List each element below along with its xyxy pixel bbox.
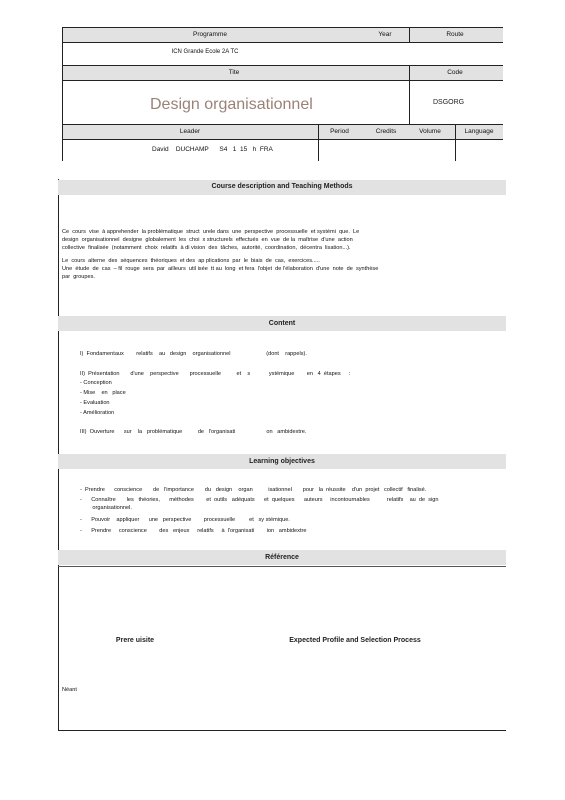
programme-label: Programme bbox=[193, 31, 227, 38]
expected-profile-heading: Expected Profile and Selection Process bbox=[289, 637, 421, 644]
description-line: Ce cours vise à apprehender la problématique struct urele dans une perspective processuelle et systémi que. Le bbox=[62, 229, 360, 235]
code-label: Code bbox=[447, 69, 463, 76]
content-subitem: - Amélioration bbox=[80, 410, 115, 416]
objective-line: - Prendre conscience des enjeux relatifs à l'organisati ion ambidextre bbox=[80, 528, 307, 534]
leader-value: David DUCHAMP S4 1 15 h FRA bbox=[152, 146, 273, 153]
leader-label: Leader bbox=[179, 128, 201, 135]
title-label: Tite bbox=[228, 69, 240, 76]
credits-label: Credits bbox=[375, 128, 397, 135]
period-label: Period bbox=[330, 128, 349, 135]
content-item: I) Fondamentaux relatifs au design organisationnel (dont rappels). bbox=[80, 351, 307, 357]
objective-line: - Connaître les théories, méthodes et outils adéquats et quelques auteurs incontournables relatifs au de sign bbox=[80, 497, 439, 503]
objective-line: - Prendre conscience de l'importance du design organ isationnel pour la réussite d'un projet collectif finalisé. bbox=[80, 487, 427, 493]
route-label: Route bbox=[446, 31, 464, 38]
description-line: Une étude de cas – fil rouge sera par ailleurs util isée tt au long et fera l'objet de l'élaboration d'une note de synthèse bbox=[62, 266, 379, 272]
content-item: III) Ouverture sur la problématique de l'organisati on ambidextre. bbox=[80, 429, 307, 435]
description-line: collective finalisée (notamment choix relatifs à di vision des tâches, autorité, coordination, décentra lisation...). bbox=[62, 245, 351, 251]
objective-line: organisationnel. bbox=[80, 505, 132, 511]
prerequisite-value: Néant bbox=[62, 687, 77, 693]
content-subitem: - Evaluation bbox=[80, 400, 110, 406]
description-line: Le cours alterne des séquences théoriques et des ap plications par le biais de cas, exercices..... bbox=[62, 258, 320, 264]
description-line: design organisationnel designe globalement les choi x structurels effectués en vue de la maîtrise d'une action bbox=[62, 237, 353, 243]
rule bbox=[62, 80, 503, 81]
rule bbox=[318, 124, 319, 161]
volume-label: Volume bbox=[419, 128, 441, 135]
rule bbox=[62, 27, 503, 28]
rule bbox=[58, 730, 506, 731]
content-item: II) Présentation d'une perspective processuelle et s ystémique en 4 étapes : bbox=[80, 371, 351, 377]
rule bbox=[62, 124, 503, 125]
rule bbox=[62, 139, 503, 140]
description-heading: Course description and Teaching Methods bbox=[211, 183, 353, 190]
rule bbox=[62, 27, 63, 161]
course-title: Design organisationnel bbox=[150, 96, 313, 113]
rule bbox=[62, 65, 503, 66]
objective-line: - Pouvoir appliquer une perspective processuelle et sy stémique. bbox=[80, 517, 290, 523]
course-code: DSGORG bbox=[433, 99, 465, 106]
rule bbox=[58, 566, 506, 567]
programme-value: ICN Grande Ecole 2A TC bbox=[171, 49, 239, 55]
rule bbox=[409, 65, 410, 124]
content-subitem: - Conception bbox=[80, 380, 112, 386]
year-label: Year bbox=[378, 31, 392, 38]
description-line: par groupes. bbox=[62, 274, 95, 280]
rule bbox=[62, 42, 503, 43]
prerequisite-heading: Prere uisite bbox=[115, 637, 155, 644]
content-subitem: - Mise en place bbox=[80, 390, 126, 396]
language-label: Language bbox=[464, 128, 494, 135]
rule bbox=[455, 124, 456, 161]
content-heading: Content bbox=[268, 320, 296, 327]
objectives-heading: Learning objectives bbox=[249, 458, 315, 465]
reference-heading: Référence bbox=[265, 554, 299, 561]
